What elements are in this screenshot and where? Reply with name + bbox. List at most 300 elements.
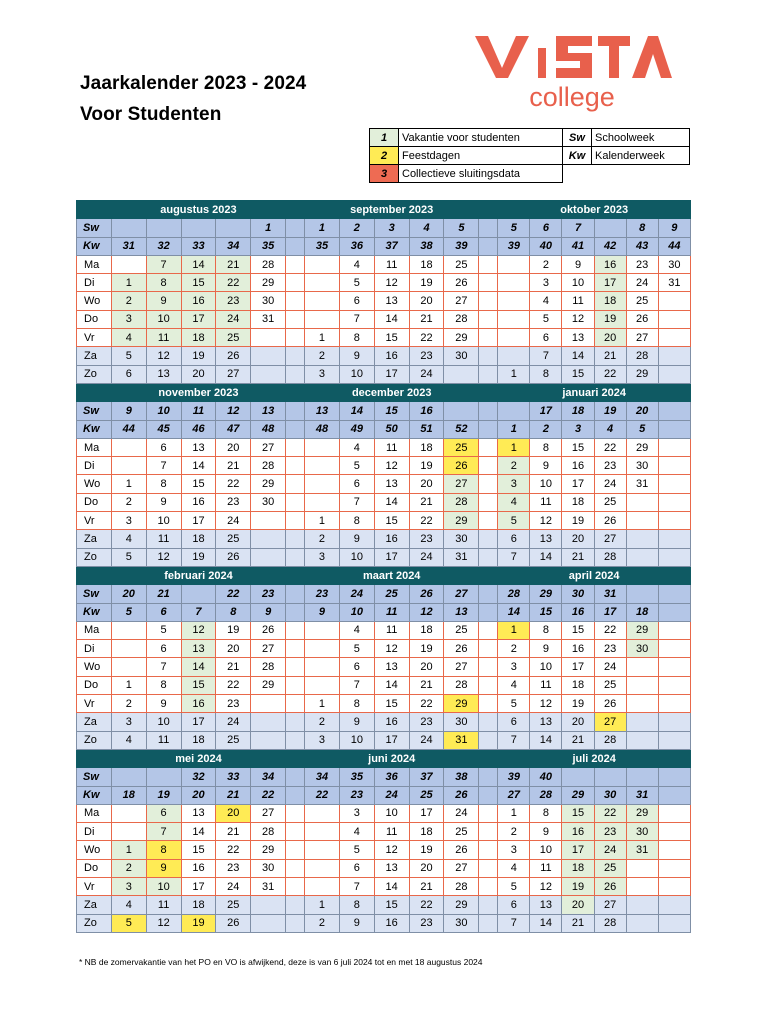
column-gap — [479, 274, 498, 292]
column-gap — [479, 255, 498, 273]
date-cell — [626, 896, 658, 914]
date-cell: 12 — [374, 640, 409, 658]
school-week-number: 10 — [146, 402, 181, 420]
month-title: september 2023 — [305, 201, 479, 219]
school-week-number: 33 — [216, 768, 251, 786]
calendar-week-number: 28 — [530, 786, 562, 804]
school-week-number: 30 — [562, 585, 594, 603]
date-cell: 14 — [181, 255, 216, 273]
date-cell — [658, 475, 690, 493]
day-label: Vr — [77, 695, 112, 713]
date-cell: 20 — [216, 438, 251, 456]
date-cell: 10 — [530, 841, 562, 859]
date-cell: 22 — [216, 676, 251, 694]
day-row — [77, 804, 691, 822]
date-cell: 5 — [111, 914, 146, 932]
date-cell — [498, 274, 530, 292]
week-row-label: Sw — [77, 402, 112, 420]
date-cell: 4 — [530, 292, 562, 310]
date-cell: 28 — [626, 347, 658, 365]
date-cell: 3 — [305, 365, 340, 383]
date-cell: 6 — [339, 292, 374, 310]
date-cell: 24 — [594, 658, 626, 676]
date-cell: 25 — [626, 292, 658, 310]
date-cell — [658, 512, 690, 530]
date-cell: 8 — [339, 695, 374, 713]
date-cell — [658, 621, 690, 639]
month-header-row — [77, 201, 691, 219]
date-cell — [305, 841, 340, 859]
date-cell — [305, 640, 340, 658]
column-gap — [479, 512, 498, 530]
date-cell: 12 — [374, 274, 409, 292]
school-week-number: 4 — [409, 219, 444, 237]
date-cell: 30 — [444, 347, 479, 365]
date-cell: 20 — [594, 329, 626, 347]
school-week-number — [594, 219, 626, 237]
date-cell: 21 — [409, 493, 444, 511]
calendar-week-number: 51 — [409, 420, 444, 438]
date-cell: 25 — [216, 896, 251, 914]
school-week-row — [77, 219, 691, 237]
school-week-number: 34 — [305, 768, 340, 786]
date-cell: 19 — [562, 877, 594, 895]
date-cell: 9 — [339, 914, 374, 932]
column-gap — [479, 896, 498, 914]
date-cell: 22 — [409, 329, 444, 347]
date-cell: 17 — [181, 877, 216, 895]
calendar-week-number: 26 — [444, 786, 479, 804]
date-cell: 24 — [409, 365, 444, 383]
day-label: Wo — [77, 658, 112, 676]
school-week-number: 20 — [111, 585, 146, 603]
date-cell: 12 — [181, 621, 216, 639]
date-cell: 1 — [111, 475, 146, 493]
date-cell: 10 — [339, 731, 374, 749]
date-cell: 7 — [339, 310, 374, 328]
date-cell: 27 — [594, 713, 626, 731]
date-cell: 4 — [339, 438, 374, 456]
date-cell — [658, 658, 690, 676]
date-cell — [305, 292, 340, 310]
legend-abbr-row — [563, 129, 690, 147]
date-cell — [498, 292, 530, 310]
date-cell: 14 — [181, 658, 216, 676]
date-cell: 6 — [339, 658, 374, 676]
calendar-week-number: 27 — [498, 786, 530, 804]
calendar-week-number: 13 — [444, 603, 479, 621]
date-cell: 9 — [530, 640, 562, 658]
school-week-number — [181, 219, 216, 237]
day-row — [77, 310, 691, 328]
date-cell: 2 — [305, 530, 340, 548]
date-cell — [658, 823, 690, 841]
date-cell: 24 — [594, 841, 626, 859]
date-cell: 7 — [339, 493, 374, 511]
day-row — [77, 475, 691, 493]
school-week-number: 9 — [111, 402, 146, 420]
date-cell: 21 — [409, 877, 444, 895]
date-cell: 5 — [498, 512, 530, 530]
date-cell: 24 — [216, 512, 251, 530]
date-cell: 19 — [409, 274, 444, 292]
day-row — [77, 658, 691, 676]
day-row — [77, 713, 691, 731]
day-label: Do — [77, 493, 112, 511]
calendar-week-number: 47 — [216, 420, 251, 438]
school-week-number: 13 — [251, 402, 286, 420]
school-week-number: 13 — [305, 402, 340, 420]
date-cell: 12 — [374, 457, 409, 475]
date-cell: 28 — [594, 914, 626, 932]
date-cell: 15 — [562, 438, 594, 456]
date-cell: 3 — [111, 310, 146, 328]
month-header-gap — [479, 749, 498, 767]
date-cell: 16 — [181, 859, 216, 877]
date-cell — [658, 804, 690, 822]
date-cell: 18 — [409, 438, 444, 456]
day-label: Za — [77, 530, 112, 548]
date-cell — [626, 530, 658, 548]
date-cell: 15 — [181, 676, 216, 694]
school-week-number — [658, 585, 690, 603]
date-cell — [658, 713, 690, 731]
legend-swatch: 3 — [370, 165, 399, 183]
date-cell — [626, 493, 658, 511]
date-cell: 13 — [562, 329, 594, 347]
day-label: Vr — [77, 512, 112, 530]
calendar-week-number: 23 — [339, 786, 374, 804]
month-header-gap — [286, 201, 305, 219]
date-cell: 22 — [409, 512, 444, 530]
date-cell — [658, 841, 690, 859]
school-week-number: 19 — [594, 402, 626, 420]
date-cell: 17 — [181, 512, 216, 530]
date-cell: 29 — [251, 676, 286, 694]
page-title: Jaarkalender 2023 - 2024 — [80, 73, 307, 94]
school-week-number: 17 — [530, 402, 562, 420]
week-row-label: Sw — [77, 585, 112, 603]
date-cell: 1 — [111, 274, 146, 292]
calendar-week-row — [77, 786, 691, 804]
column-gap — [286, 347, 305, 365]
school-week-number: 11 — [181, 402, 216, 420]
day-label: Vr — [77, 877, 112, 895]
date-cell — [251, 731, 286, 749]
month-header-row — [77, 383, 691, 401]
date-cell: 8 — [530, 621, 562, 639]
date-cell — [111, 658, 146, 676]
date-cell: 2 — [498, 823, 530, 841]
date-cell: 20 — [216, 804, 251, 822]
calendar-week-number: 39 — [444, 237, 479, 255]
date-cell: 26 — [626, 310, 658, 328]
date-cell: 24 — [626, 274, 658, 292]
date-cell: 9 — [146, 859, 181, 877]
date-cell: 23 — [409, 914, 444, 932]
date-cell — [251, 530, 286, 548]
date-cell: 8 — [339, 512, 374, 530]
calendar-week-number: 14 — [498, 603, 530, 621]
day-row — [77, 548, 691, 566]
date-cell: 7 — [498, 731, 530, 749]
date-cell: 15 — [181, 841, 216, 859]
page-subtitle: Voor Studenten — [80, 104, 222, 125]
column-gap — [479, 585, 498, 603]
date-cell — [658, 530, 690, 548]
day-label: Wo — [77, 475, 112, 493]
date-cell: 6 — [146, 640, 181, 658]
calendar-week-number: 38 — [409, 237, 444, 255]
school-week-number: 1 — [251, 219, 286, 237]
date-cell: 5 — [339, 841, 374, 859]
date-cell: 8 — [146, 475, 181, 493]
column-gap — [286, 530, 305, 548]
date-cell — [626, 731, 658, 749]
school-week-number: 22 — [216, 585, 251, 603]
month-header-gap — [286, 383, 305, 401]
date-cell — [658, 365, 690, 383]
column-gap — [286, 786, 305, 804]
day-row — [77, 640, 691, 658]
date-cell: 29 — [444, 512, 479, 530]
date-cell: 11 — [374, 621, 409, 639]
date-cell: 29 — [251, 841, 286, 859]
date-cell: 4 — [111, 530, 146, 548]
date-cell: 27 — [251, 804, 286, 822]
date-cell — [626, 658, 658, 676]
calendar-week-number: 19 — [146, 786, 181, 804]
date-cell: 17 — [374, 365, 409, 383]
date-cell — [305, 475, 340, 493]
week-row-label: Kw — [77, 603, 112, 621]
column-gap — [286, 585, 305, 603]
day-row — [77, 347, 691, 365]
day-row — [77, 438, 691, 456]
date-cell: 1 — [305, 512, 340, 530]
date-cell: 23 — [594, 823, 626, 841]
school-week-number: 7 — [562, 219, 594, 237]
month-header-spacer — [77, 566, 112, 584]
date-cell — [305, 457, 340, 475]
date-cell: 18 — [562, 676, 594, 694]
date-cell: 26 — [594, 512, 626, 530]
date-cell: 9 — [146, 695, 181, 713]
date-cell: 7 — [498, 914, 530, 932]
date-cell: 29 — [444, 896, 479, 914]
day-label: Ma — [77, 438, 112, 456]
date-cell — [658, 493, 690, 511]
date-cell: 5 — [530, 310, 562, 328]
school-week-number: 8 — [626, 219, 658, 237]
column-gap — [479, 877, 498, 895]
date-cell: 21 — [594, 347, 626, 365]
date-cell — [111, 457, 146, 475]
date-cell: 24 — [216, 877, 251, 895]
date-cell — [305, 676, 340, 694]
legend-abbr-label: Schoolweek — [592, 129, 690, 147]
column-gap — [479, 347, 498, 365]
day-row — [77, 329, 691, 347]
month-header-gap — [286, 566, 305, 584]
date-cell: 1 — [111, 676, 146, 694]
calendar-week-number: 22 — [305, 786, 340, 804]
date-cell: 8 — [146, 676, 181, 694]
month-header-spacer — [77, 383, 112, 401]
column-gap — [479, 695, 498, 713]
date-cell: 31 — [658, 274, 690, 292]
date-cell: 31 — [251, 310, 286, 328]
date-cell: 19 — [181, 914, 216, 932]
school-week-row — [77, 402, 691, 420]
date-cell: 30 — [444, 914, 479, 932]
date-cell: 29 — [444, 329, 479, 347]
date-cell: 8 — [339, 329, 374, 347]
date-cell: 22 — [409, 896, 444, 914]
legend-label: Feestdagen — [399, 147, 563, 165]
month-title: februari 2024 — [111, 566, 285, 584]
date-cell: 29 — [444, 695, 479, 713]
date-cell: 7 — [339, 676, 374, 694]
date-cell: 13 — [181, 640, 216, 658]
month-title: maart 2024 — [305, 566, 479, 584]
calendar-week-number: 1 — [498, 420, 530, 438]
column-gap — [479, 804, 498, 822]
date-cell: 14 — [530, 914, 562, 932]
date-cell: 21 — [562, 731, 594, 749]
school-week-number: 1 — [305, 219, 340, 237]
school-week-number: 28 — [498, 585, 530, 603]
date-cell: 15 — [562, 804, 594, 822]
date-cell: 30 — [444, 530, 479, 548]
date-cell: 12 — [146, 914, 181, 932]
calendar-week-number: 3 — [562, 420, 594, 438]
column-gap — [286, 621, 305, 639]
date-cell: 28 — [444, 877, 479, 895]
date-cell: 5 — [111, 548, 146, 566]
legend-colors — [369, 128, 563, 183]
column-gap — [479, 713, 498, 731]
date-cell: 20 — [562, 530, 594, 548]
date-cell — [111, 438, 146, 456]
date-cell: 22 — [594, 804, 626, 822]
date-cell: 13 — [374, 658, 409, 676]
day-label: Za — [77, 347, 112, 365]
date-cell — [251, 548, 286, 566]
date-cell: 2 — [305, 914, 340, 932]
date-cell: 7 — [146, 658, 181, 676]
date-cell — [305, 621, 340, 639]
date-cell: 23 — [626, 255, 658, 273]
date-cell: 25 — [594, 493, 626, 511]
day-row — [77, 530, 691, 548]
month-title: augustus 2023 — [111, 201, 285, 219]
day-label: Zo — [77, 548, 112, 566]
date-cell: 9 — [562, 255, 594, 273]
column-gap — [286, 438, 305, 456]
date-cell — [251, 695, 286, 713]
column-gap — [479, 530, 498, 548]
date-cell: 26 — [251, 621, 286, 639]
date-cell: 17 — [409, 804, 444, 822]
school-week-number — [562, 768, 594, 786]
date-cell: 14 — [374, 310, 409, 328]
date-cell: 26 — [444, 274, 479, 292]
date-cell — [498, 347, 530, 365]
date-cell: 4 — [339, 621, 374, 639]
date-cell — [626, 914, 658, 932]
date-cell: 25 — [444, 823, 479, 841]
column-gap — [286, 493, 305, 511]
date-cell: 24 — [409, 731, 444, 749]
date-cell: 11 — [530, 493, 562, 511]
date-cell — [305, 823, 340, 841]
date-cell: 2 — [111, 695, 146, 713]
column-gap — [286, 658, 305, 676]
school-week-number — [146, 768, 181, 786]
calendar-week-number: 52 — [444, 420, 479, 438]
date-cell: 13 — [530, 713, 562, 731]
column-gap — [286, 695, 305, 713]
column-gap — [479, 493, 498, 511]
date-cell: 18 — [562, 859, 594, 877]
calendar-week-number — [658, 786, 690, 804]
date-cell: 19 — [181, 347, 216, 365]
school-week-number — [658, 402, 690, 420]
legend-abbreviations — [562, 128, 690, 165]
date-cell: 1 — [498, 621, 530, 639]
date-cell: 10 — [530, 658, 562, 676]
column-gap — [286, 804, 305, 822]
calendar-week-number: 39 — [498, 237, 530, 255]
date-cell: 26 — [444, 841, 479, 859]
date-cell: 16 — [374, 530, 409, 548]
date-cell: 10 — [530, 475, 562, 493]
date-cell: 15 — [374, 329, 409, 347]
column-gap — [286, 823, 305, 841]
date-cell: 3 — [111, 512, 146, 530]
column-gap — [479, 914, 498, 932]
date-cell: 29 — [626, 621, 658, 639]
column-gap — [286, 274, 305, 292]
date-cell — [305, 310, 340, 328]
date-cell: 10 — [146, 512, 181, 530]
calendar-week-number: 22 — [251, 786, 286, 804]
column-gap — [479, 603, 498, 621]
date-cell: 12 — [562, 310, 594, 328]
date-cell: 14 — [530, 548, 562, 566]
date-cell: 19 — [594, 310, 626, 328]
date-cell: 10 — [339, 365, 374, 383]
date-cell: 20 — [181, 365, 216, 383]
date-cell: 11 — [146, 530, 181, 548]
date-cell: 18 — [181, 329, 216, 347]
date-cell: 8 — [530, 804, 562, 822]
date-cell: 14 — [181, 823, 216, 841]
day-label: Di — [77, 640, 112, 658]
date-cell: 7 — [146, 823, 181, 841]
calendar-week-number: 21 — [216, 786, 251, 804]
legend-swatch: 2 — [370, 147, 399, 165]
column-gap — [286, 877, 305, 895]
column-gap — [479, 365, 498, 383]
date-cell: 18 — [409, 621, 444, 639]
date-cell: 6 — [146, 804, 181, 822]
date-cell: 3 — [111, 877, 146, 895]
date-cell: 20 — [562, 896, 594, 914]
date-cell: 22 — [594, 621, 626, 639]
day-label: Ma — [77, 621, 112, 639]
